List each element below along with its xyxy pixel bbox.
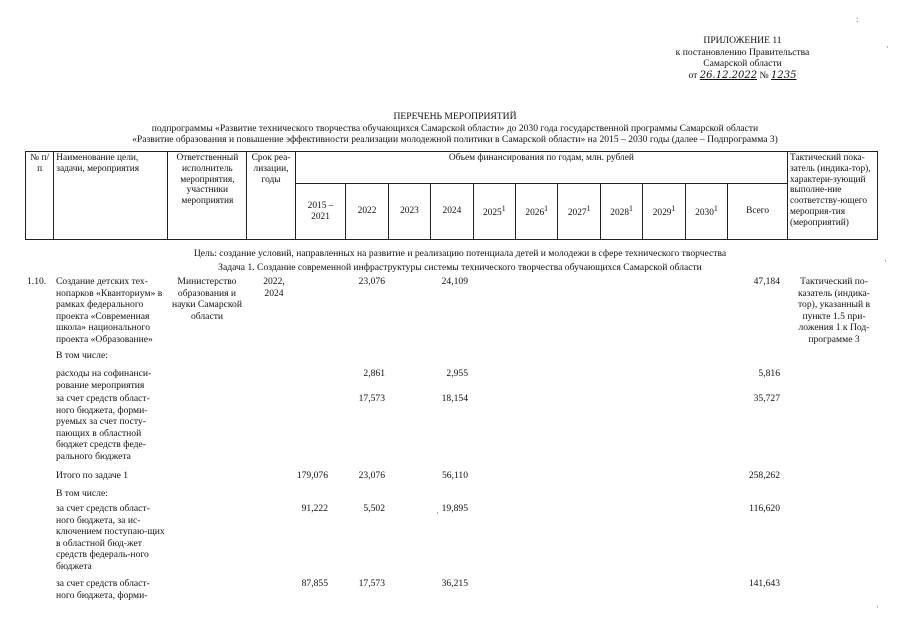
row-federal-name: за счет средств област-ного бюджета, форми-руемых за счет посту-пающих в областной бюджет средств феде-рального бюджета bbox=[56, 393, 150, 462]
footnote-mark: 1 bbox=[501, 204, 506, 214]
year-total: Всего bbox=[728, 184, 788, 240]
row-regional-2022: 5,502 bbox=[363, 503, 385, 514]
task-text: Задача 1. Создание современной инфраструктуры системы технического творчества обучающихся Самарской области bbox=[218, 262, 702, 273]
title-heading: ПЕРЕЧЕНЬ МЕРОПРИЯТИЙ bbox=[393, 111, 517, 122]
date-prefix: от bbox=[688, 69, 698, 81]
year-2027-label: 2027 bbox=[567, 208, 587, 219]
row-cofin-total: 5,816 bbox=[758, 368, 780, 379]
row-regional-2024: 19,895 bbox=[441, 503, 468, 514]
year-2027 bbox=[558, 184, 600, 240]
year-2026-label: 2026 bbox=[525, 208, 545, 219]
header-table bbox=[25, 151, 878, 240]
footnote-mark: 1 bbox=[586, 204, 591, 214]
header-indicator: Тактический пока-затель (индика-тор), характери-зующий выполне-ние соответству-ющего мероприя-тия (мероприятий) bbox=[787, 152, 877, 240]
row-cofin-2024: 2,955 bbox=[446, 368, 468, 379]
year-2026 bbox=[516, 184, 558, 240]
header-name: Наименование цели, задачи, мероприятия bbox=[54, 152, 168, 240]
row-federal2-2015: 87,855 bbox=[301, 578, 328, 589]
header-responsible: Ответственный исполнитель мероприятия, участники мероприятия bbox=[168, 152, 247, 240]
document-title bbox=[60, 111, 850, 146]
row-total-task-2024: 56,110 bbox=[441, 470, 468, 481]
footnote-mark: 1 bbox=[544, 204, 549, 214]
year-2029 bbox=[643, 184, 685, 240]
year-2029-label: 2029 bbox=[652, 208, 672, 219]
row-total-task-total: 258,262 bbox=[748, 470, 780, 481]
row-regional-name: за счет средств област-ного бюджета, за ис-ключением поступаю-щих в областной бюд-жет средств федераль-ного бюджета bbox=[56, 503, 165, 572]
row-1-10-name: Создание детских тех-нопарков «Кванториум» в рамках федерального проекта «Современная школа» национального проекта «Образование» bbox=[56, 276, 163, 345]
year-2015-2021: 2015 – 2021 bbox=[295, 184, 346, 240]
year-2025 bbox=[473, 184, 515, 240]
row-1-10-indicator: Тактический по-казатель (индика-тор), указанный в пункте 1.5 при-ложения 1 к Под-программе 3 bbox=[797, 276, 871, 345]
header-term: Срок реа-лизации, годы bbox=[247, 152, 296, 240]
appendix-line1: ПРИЛОЖЕНИЕ 11 bbox=[703, 35, 782, 46]
scan-speck: · bbox=[876, 602, 879, 612]
handwritten-date: 26.12.2022 bbox=[699, 69, 758, 81]
row-federal2-2024: 36,215 bbox=[441, 578, 468, 589]
row-1-10-number: 1.10. bbox=[27, 276, 47, 287]
footnote-mark: 1 bbox=[671, 204, 676, 214]
including-label-2: В том числе: bbox=[56, 488, 108, 499]
row-cofin-name: расходы на софинанси-рование мероприятия bbox=[56, 368, 152, 391]
year-2024: 2024 bbox=[431, 184, 473, 240]
row-federal-2022: 17,573 bbox=[358, 393, 385, 404]
row-1-10-responsible: Министерство образования и науки Самарской области bbox=[172, 276, 242, 322]
row-total-task-2022: 23,076 bbox=[358, 470, 385, 481]
title-line3: «Развитие образования и повышение эффективности реализации молодежной политики в Самарской области» на 2015 – 2030 годы (далее – Подпрограмма 3) bbox=[132, 134, 778, 146]
row-total-task-2015: 179,076 bbox=[296, 470, 328, 481]
footnote-mark: 1 bbox=[629, 204, 633, 214]
year-2028-label: 2028 bbox=[610, 208, 630, 219]
row-federal2-name: за счет средств област-ного бюджета, форми- bbox=[56, 578, 150, 601]
row-1-10-term: 2022, 2024 bbox=[263, 276, 285, 299]
year-2022: 2022 bbox=[346, 184, 388, 240]
appendix-line3: Самарской области bbox=[703, 58, 782, 69]
row-federal-total: 35,727 bbox=[753, 393, 780, 404]
scan-speck: : bbox=[856, 14, 859, 24]
scan-speck: · bbox=[886, 42, 889, 52]
row-regional-total: 116,620 bbox=[749, 503, 780, 514]
row-federal2-total: 141,643 bbox=[748, 578, 780, 589]
goal-text: Цель: создание условий, направленных на развитие и реализацию потенциала детей и молодежи в сфере технического творчества bbox=[193, 248, 727, 259]
row-1-10-2024: 24,109 bbox=[441, 276, 468, 287]
year-2025-label: 2025 bbox=[482, 208, 502, 219]
row-federal-2024: 18,154 bbox=[441, 393, 468, 404]
title-line2: подпрограммы «Развитие технического творчества обучающихся Самарской области» до 2030 года государственной программы Самарской области bbox=[151, 122, 759, 134]
handwritten-number: 1235 bbox=[771, 69, 797, 81]
year-2030 bbox=[685, 184, 727, 240]
row-total-task-name: Итого по задаче 1 bbox=[56, 470, 129, 481]
year-2030-label: 2030 bbox=[695, 208, 714, 219]
header-volume: Объем финансирования по годам, млн. рублей bbox=[295, 152, 787, 184]
scan-speck: · bbox=[884, 256, 887, 266]
year-2023: 2023 bbox=[388, 184, 430, 240]
footnote-mark: 1 bbox=[713, 204, 718, 214]
row-cofin-2022: 2,861 bbox=[363, 368, 385, 379]
including-label: В том числе: bbox=[56, 350, 108, 361]
header-no: № п/п bbox=[26, 152, 54, 240]
appendix-line2: к постановлению Правительства bbox=[675, 46, 810, 58]
row-federal2-2022: 17,573 bbox=[358, 578, 385, 589]
row-1-10-total: 47,184 bbox=[753, 276, 780, 287]
row-1-10-2022: 23,076 bbox=[358, 276, 385, 287]
number-prefix: № bbox=[759, 69, 769, 81]
appendix-block bbox=[655, 35, 830, 82]
appendix-date-line bbox=[655, 70, 830, 82]
row-regional-2015: 91,222 bbox=[301, 503, 328, 514]
year-2028 bbox=[600, 184, 642, 240]
scan-speck: · bbox=[436, 508, 439, 518]
